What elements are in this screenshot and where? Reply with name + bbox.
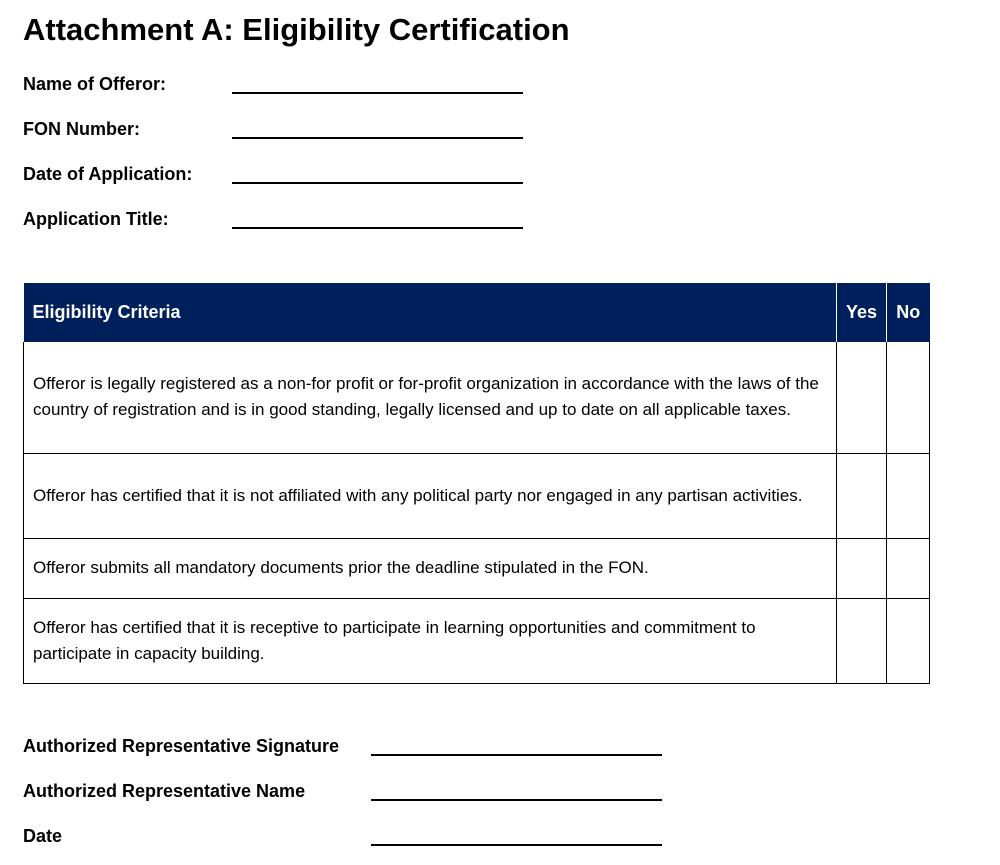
table-row bbox=[24, 538, 930, 598]
page-title: Attachment A: Eligibility Certification bbox=[23, 12, 570, 47]
yes-cell[interactable] bbox=[837, 342, 887, 453]
representative-name-input-line[interactable] bbox=[371, 799, 662, 801]
no-cell[interactable] bbox=[887, 453, 930, 538]
yes-cell[interactable] bbox=[837, 453, 887, 538]
no-cell[interactable] bbox=[887, 598, 930, 683]
no-cell[interactable] bbox=[887, 342, 930, 453]
criteria-column-header: Eligibility Criteria bbox=[24, 283, 837, 342]
representative-name-label: Authorized Representative Name bbox=[23, 781, 306, 801]
name-of-offeror-field bbox=[23, 73, 543, 99]
date-label: Date bbox=[23, 826, 63, 846]
date-of-application-input-line[interactable] bbox=[232, 182, 523, 184]
name-of-offeror-input-line[interactable] bbox=[232, 92, 523, 94]
application-title-field bbox=[23, 208, 543, 234]
no-column-header: No bbox=[887, 283, 930, 342]
table-header-row bbox=[24, 283, 930, 342]
date-of-application-field bbox=[23, 163, 543, 189]
no-cell[interactable] bbox=[887, 538, 930, 598]
signature-label: Authorized Representative Signature bbox=[23, 736, 340, 756]
eligibility-criteria-table bbox=[23, 283, 930, 684]
table-row bbox=[24, 453, 930, 538]
representative-name-field bbox=[23, 780, 683, 806]
criteria-text: Offeror submits all mandatory documents prior the deadline stipulated in the FON. bbox=[24, 538, 837, 598]
date-of-application-label: Date of Application: bbox=[23, 164, 193, 184]
application-title-label: Application Title: bbox=[23, 209, 169, 229]
signature-field bbox=[23, 735, 683, 761]
fon-number-label: FON Number: bbox=[23, 119, 140, 139]
date-input-line[interactable] bbox=[371, 844, 662, 846]
application-title-input-line[interactable] bbox=[232, 227, 523, 229]
fon-number-field bbox=[23, 118, 543, 144]
criteria-text: Offeror is legally registered as a non-for profit or for-profit organization in accordance with the laws of the country of registration and is in good standing, legally licensed and up to date on all applicable taxes. bbox=[24, 342, 837, 453]
criteria-text: Offeror has certified that it is receptive to participate in learning opportunities and commitment to participate in capacity building. bbox=[24, 598, 837, 683]
fon-number-input-line[interactable] bbox=[232, 137, 523, 139]
date-field bbox=[23, 825, 683, 851]
criteria-text: Offeror has certified that it is not affiliated with any political party nor engaged in any partisan activities. bbox=[24, 453, 837, 538]
table-row bbox=[24, 342, 930, 453]
yes-column-header: Yes bbox=[837, 283, 887, 342]
yes-cell[interactable] bbox=[837, 598, 887, 683]
signature-input-line[interactable] bbox=[371, 754, 662, 756]
name-of-offeror-label: Name of Offeror: bbox=[23, 74, 167, 94]
table-row bbox=[24, 598, 930, 683]
yes-cell[interactable] bbox=[837, 538, 887, 598]
